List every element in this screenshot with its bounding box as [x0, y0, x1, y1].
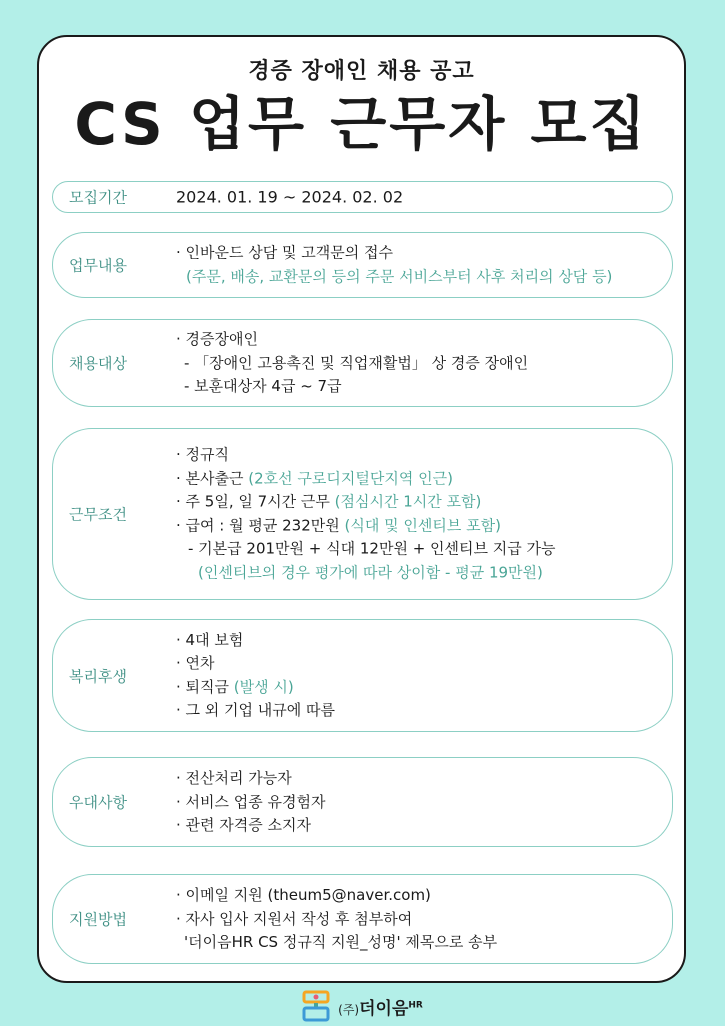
benefits-content [176, 629, 662, 723]
company-logo-icon [302, 990, 330, 1022]
duties-line: · 인바운드 상담 및 고객문의 접수 [176, 243, 393, 262]
section-duties [52, 232, 673, 298]
section-apply [52, 874, 673, 964]
preferred-label: 우대사항 [69, 793, 127, 812]
section-period [52, 181, 673, 213]
conditions-line: - 기본급 201만원 + 식대 12만원 + 인센티브 지급 가능 [188, 539, 556, 558]
conditions-text: · 본사출근 [176, 469, 249, 487]
conditions-content [176, 444, 662, 585]
preferred-content [176, 767, 662, 838]
conditions-note: (점심시간 1시간 포함) [334, 492, 482, 511]
conditions-note: (인센티브의 경우 평가에 따라 상이함 - 평균 19만원) [198, 563, 543, 581]
job-posting-card [37, 35, 686, 983]
apply-line: '더이음HR CS 정규직 지원_성명' 제목으로 송부 [184, 932, 498, 951]
posting-subtitle: 경증 장애인 채용 공고 [248, 59, 475, 84]
period-label: 모집기간 [69, 188, 127, 207]
conditions-note: (2호선 구로디지털단지역 인근) [248, 469, 453, 487]
benefits-text: · 퇴직금 [176, 677, 234, 696]
target-line: - 보훈대상자 4급 ~ 7급 [184, 376, 342, 395]
company-prefix: (주) [338, 1002, 360, 1017]
conditions-line: · 정규직 [176, 445, 230, 464]
benefits-label: 복리후생 [69, 667, 127, 685]
conditions-note: (식대 및 인센티브 포함) [344, 516, 501, 534]
preferred-line: · 서비스 업종 유경험자 [176, 792, 326, 811]
apply-line: · 자사 입사 지원서 작성 후 첨부하여 [176, 909, 413, 928]
target-line: - 「장애인 고용촉진 및 직업재활법」 상 경증 장애인 [184, 353, 529, 372]
conditions-text: · 급여 : 월 평균 232만원 [176, 516, 345, 534]
apply-line: · 이메일 지원 (theum5@naver.com) [176, 885, 431, 904]
apply-content [176, 884, 662, 955]
section-target [52, 319, 673, 407]
conditions-label: 근무조건 [69, 505, 127, 524]
conditions-line [176, 514, 662, 538]
target-line: · 경증장애인 [176, 329, 258, 348]
company-main: 더이음 [359, 998, 409, 1019]
benefits-note: (발생 시) [233, 677, 294, 696]
benefits-line: · 4대 보험 [176, 630, 244, 649]
benefits-line [176, 676, 662, 700]
company-suffix: HR [408, 999, 423, 1010]
benefits-line: · 연차 [176, 654, 215, 672]
section-conditions [52, 428, 673, 600]
target-label: 채용대상 [69, 354, 127, 373]
conditions-line [176, 467, 662, 491]
duties-note: (주문, 배송, 교환문의 등의 주문 서비스부터 사후 처리의 상담 등) [186, 267, 613, 285]
section-preferred [52, 757, 673, 847]
apply-label: 지원방법 [69, 910, 127, 929]
preferred-line: · 관련 자격증 소지자 [176, 815, 311, 834]
duties-label: 업무내용 [69, 256, 127, 275]
duties-content [176, 242, 662, 289]
company-footer [0, 988, 725, 1024]
benefits-line: · 그 외 기업 내규에 따름 [176, 701, 336, 719]
section-benefits [52, 619, 673, 732]
conditions-line [176, 491, 662, 515]
preferred-line: · 전산처리 가능자 [176, 768, 292, 787]
period-value: 2024. 01. 19 ~ 2024. 02. 02 [176, 187, 404, 207]
posting-title: CS 업무 근무자 모집 [74, 90, 649, 158]
company-name [338, 994, 423, 1019]
conditions-text: · 주 5일, 일 7시간 근무 [176, 492, 335, 511]
target-content [176, 328, 662, 399]
